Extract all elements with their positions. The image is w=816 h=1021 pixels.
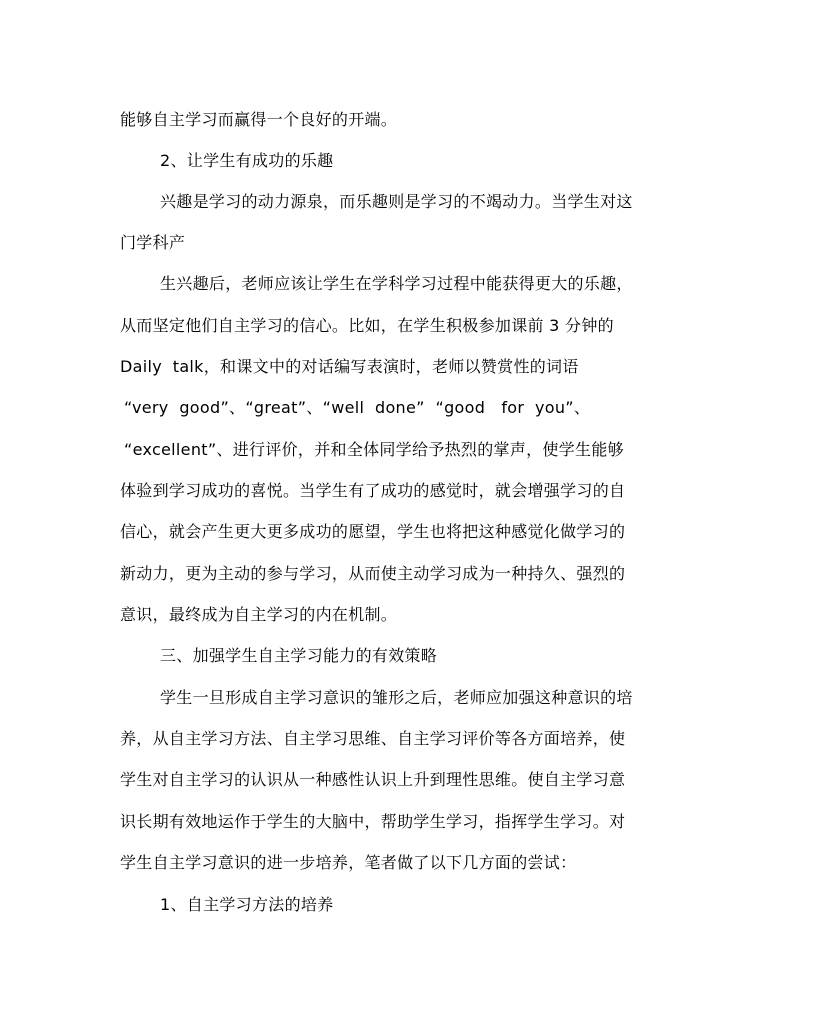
text-line-15: 学生一旦形成自主学习意识的雏形之后，老师应加强这种意识的培 xyxy=(160,688,633,707)
text-line-8: “very good”、“great”、“well done” “good for you”、 xyxy=(124,398,591,417)
section-heading-2: 2、让学生有成功的乐趣 xyxy=(160,151,334,170)
text-line-6: 从而坚定他们自主学习的信心。比如，在学生积极参加课前 3 分钟的 xyxy=(120,316,614,335)
text-line-13: 意识，最终成为自主学习的内在机制。 xyxy=(120,605,398,624)
text-line-1: 能够自主学习而赢得一个良好的开端。 xyxy=(120,110,398,129)
text-line-5: 生兴趣后，老师应该让学生在学科学习过程中能获得更大的乐趣， xyxy=(160,274,633,293)
text-line-18: 识长期有效地运作于学生的大脑中，帮助学生学习，指挥学生学习。对 xyxy=(120,812,626,831)
text-line-10: 体验到学习成功的喜悦。当学生有了成功的感觉时，就会增强学习的自 xyxy=(120,481,626,500)
section-heading-1: 1、自主学习方法的培养 xyxy=(160,895,334,914)
text-line-4: 门学科产 xyxy=(120,233,186,252)
text-line-9: “excellent”、进行评价，并和全体同学给予热烈的掌声，使学生能够 xyxy=(124,440,624,459)
text-line-17: 学生对自主学习的认识从一种感性认识上升到理性思维。使自主学习意 xyxy=(120,770,626,789)
text-line-12: 新动力，更为主动的参与学习，从而使主动学习成为一种持久、强烈的 xyxy=(120,564,626,583)
text-line-3: 兴趣是学习的动力源泉，而乐趣则是学习的不竭动力。当学生对这 xyxy=(160,192,633,211)
text-line-7: Daily talk，和课文中的对话编写表演时，老师以赞赏性的词语 xyxy=(120,357,579,376)
text-line-11: 信心，就会产生更大更多成功的愿望，学生也将把这种感觉化做学习的 xyxy=(120,522,626,541)
section-heading-3: 三、加强学生自主学习能力的有效策略 xyxy=(160,646,438,665)
text-line-19: 学生自主学习意识的进一步培养，笔者做了以下几方面的尝试： xyxy=(120,853,577,872)
text-line-16: 养，从自主学习方法、自主学习思维、自主学习评价等各方面培养，使 xyxy=(120,729,626,748)
